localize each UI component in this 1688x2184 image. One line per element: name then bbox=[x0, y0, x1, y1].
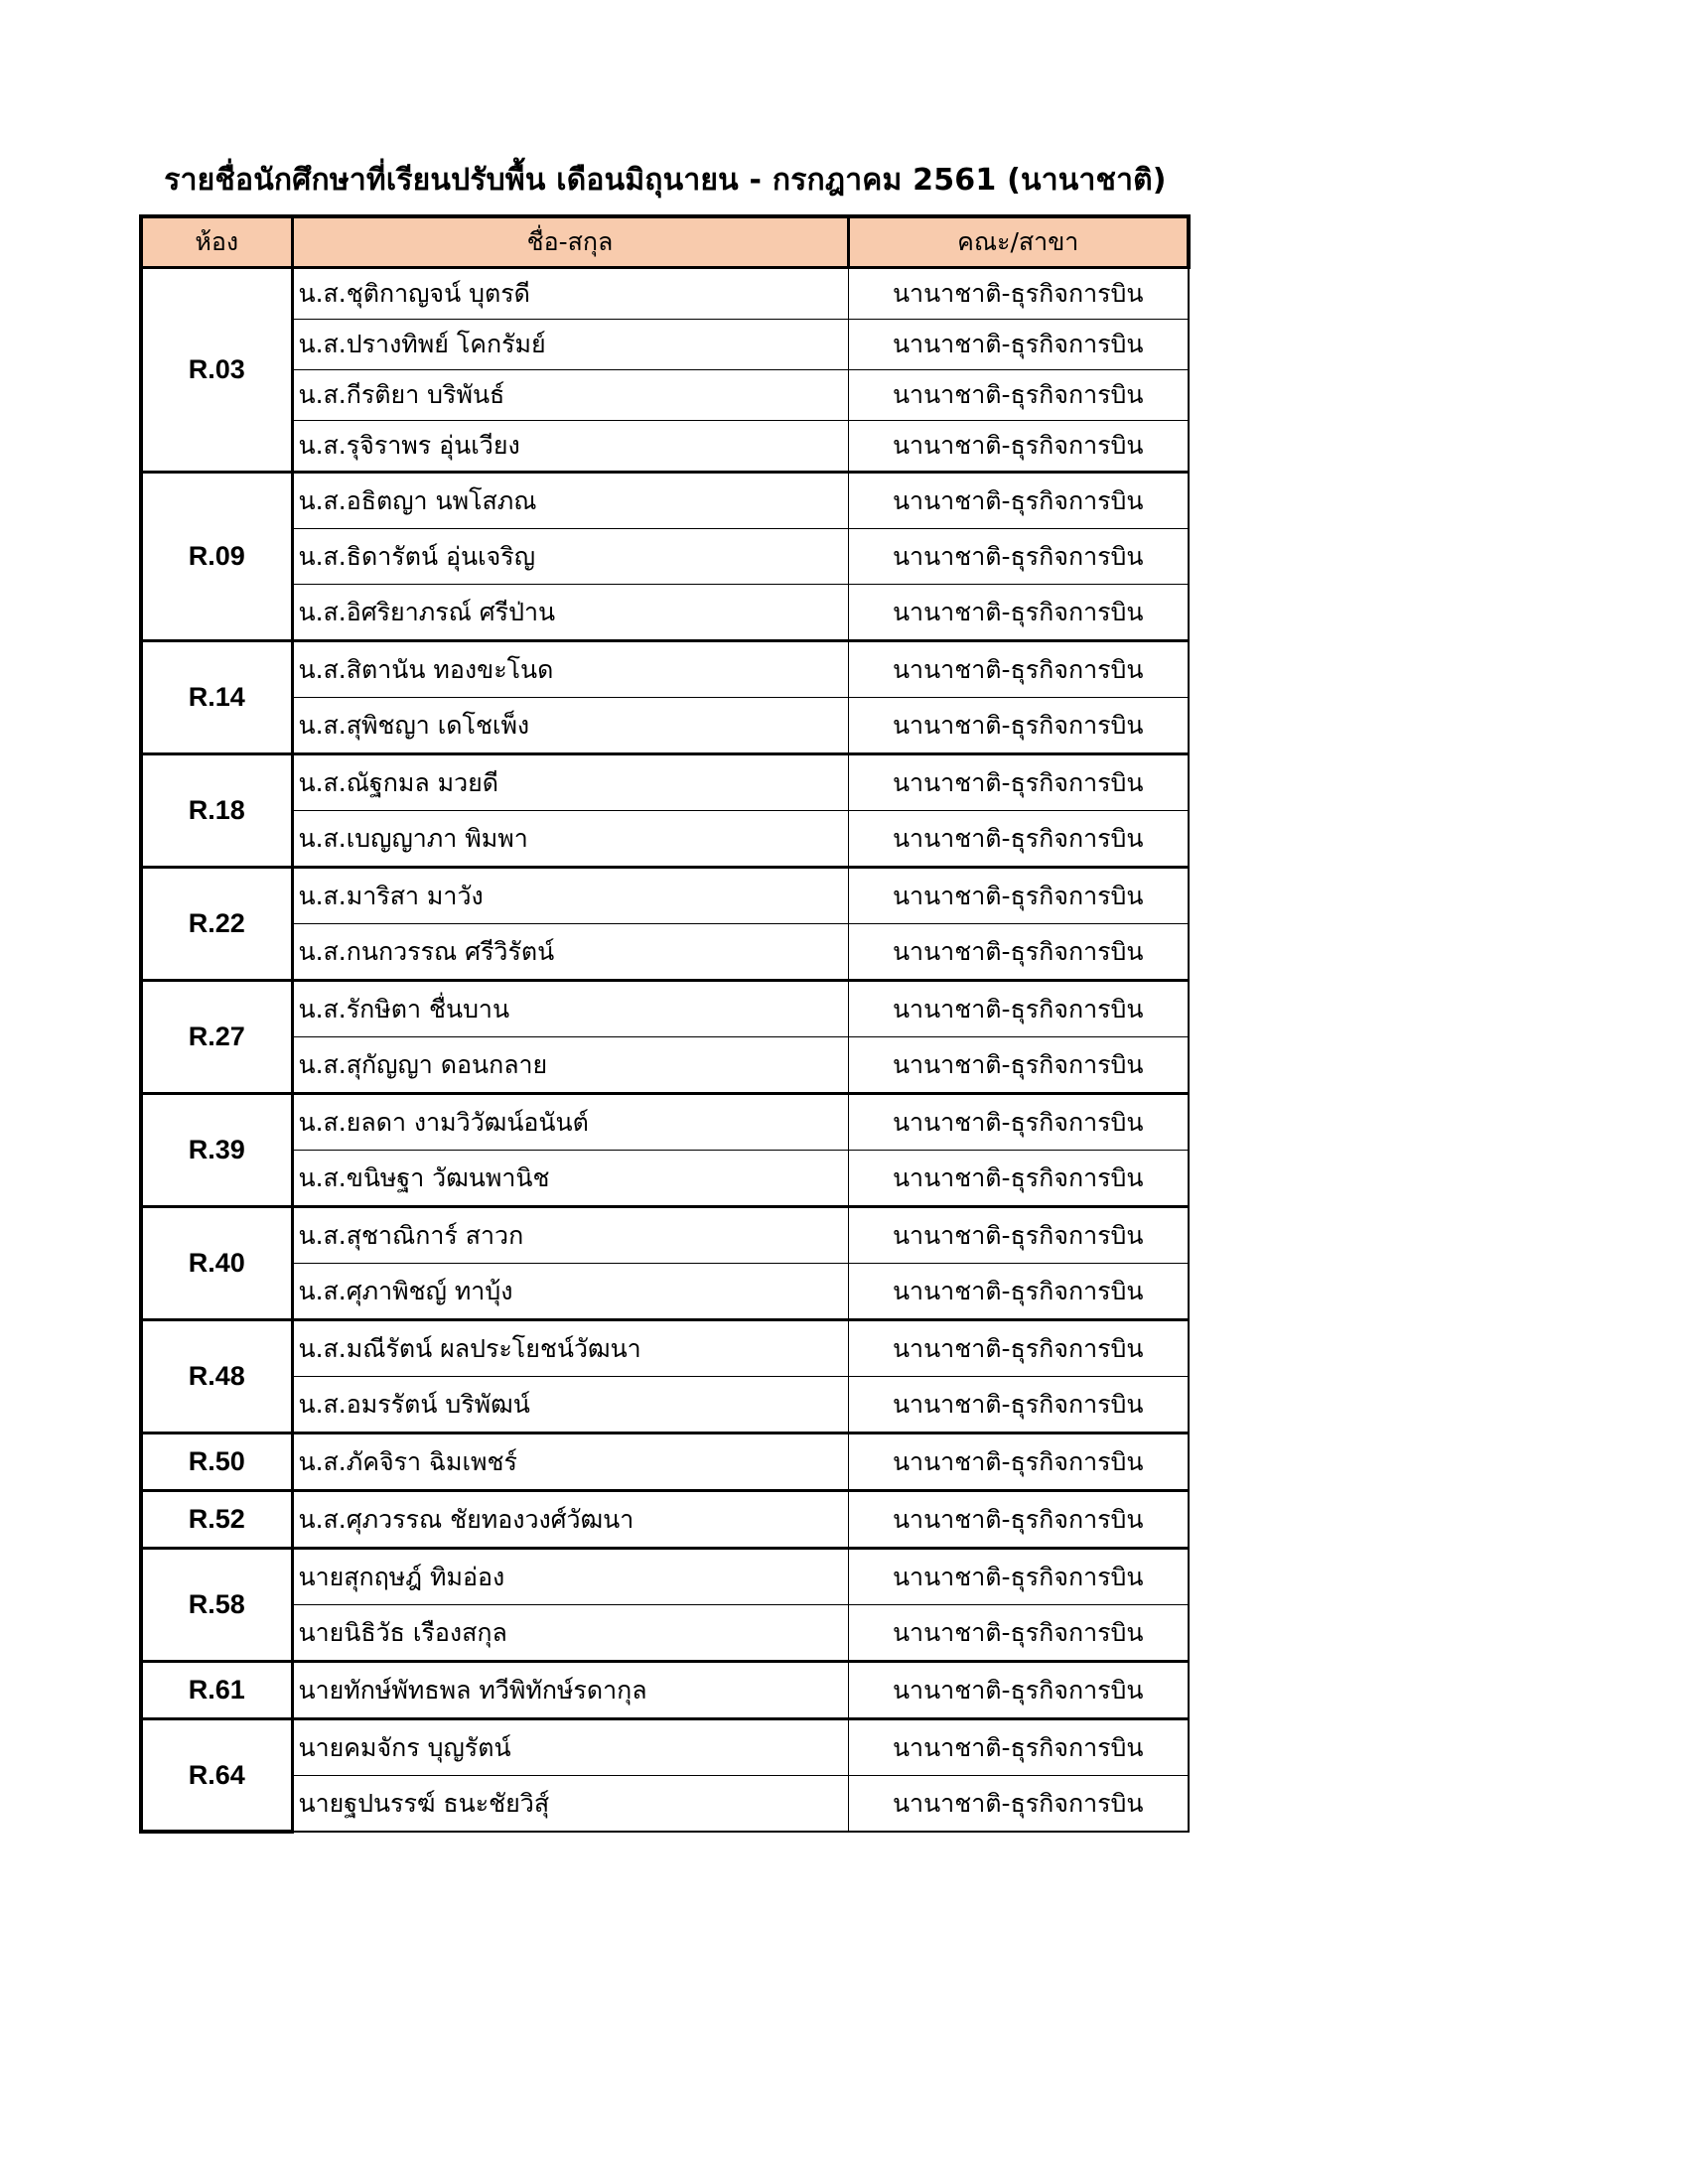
table-row bbox=[141, 473, 1189, 529]
column-header-name: ชื่อ-สกุล bbox=[292, 216, 848, 268]
table-row bbox=[141, 421, 1189, 473]
faculty-cell: นานาชาติ-ธุรกิจการบิน bbox=[848, 1549, 1189, 1605]
faculty-cell: นานาชาติ-ธุรกิจการบิน bbox=[848, 1433, 1189, 1491]
student-name-cell: น.ส.เบญญาภา พิมพา bbox=[292, 811, 848, 868]
table-row bbox=[141, 585, 1189, 641]
student-name-cell: น.ส.อมรรัตน์ บริพัฒน์ bbox=[292, 1377, 848, 1433]
table-row bbox=[141, 1264, 1189, 1320]
student-name-cell: น.ส.ณัฐกมล มวยดี bbox=[292, 754, 848, 811]
document-title: รายชื่อนักศึกษาที่เรียนปรับพื้น เดือนมิถุนายน - กรกฎาคม 2561 (นานาชาติ) bbox=[164, 163, 1167, 198]
faculty-cell: นานาชาติ-ธุรกิจการบิน bbox=[848, 1207, 1189, 1264]
room-cell: R.48 bbox=[141, 1320, 292, 1433]
student-name-cell: น.ส.ยลดา งามวิวัฒน์อนันต์ bbox=[292, 1094, 848, 1151]
faculty-cell: นานาชาติ-ธุรกิจการบิน bbox=[848, 1037, 1189, 1094]
faculty-cell: นานาชาติ-ธุรกิจการบิน bbox=[848, 1662, 1189, 1719]
faculty-cell: นานาชาติ-ธุรกิจการบิน bbox=[848, 585, 1189, 641]
faculty-cell: นานาชาติ-ธุรกิจการบิน bbox=[848, 641, 1189, 698]
student-name-cell: น.ส.รักษิตา ชื่นบาน bbox=[292, 981, 848, 1037]
table-row bbox=[141, 320, 1189, 370]
student-name-cell: น.ส.สุชาณิการ์ สาวก bbox=[292, 1207, 848, 1264]
faculty-cell: นานาชาติ-ธุรกิจการบิน bbox=[848, 868, 1189, 924]
student-name-cell: น.ส.ชุติกาญจน์ บุตรดี bbox=[292, 268, 848, 320]
faculty-cell: นานาชาติ-ธุรกิจการบิน bbox=[848, 1377, 1189, 1433]
student-name-cell: น.ส.ปรางทิพย์ โคกรัมย์ bbox=[292, 320, 848, 370]
faculty-cell: นานาชาติ-ธุรกิจการบิน bbox=[848, 754, 1189, 811]
room-cell: R.03 bbox=[141, 268, 292, 473]
table-row bbox=[141, 1207, 1189, 1264]
room-cell: R.58 bbox=[141, 1549, 292, 1662]
faculty-cell: นานาชาติ-ธุรกิจการบิน bbox=[848, 924, 1189, 981]
student-name-cell: น.ส.สุพิชญา เดโชเพ็ง bbox=[292, 698, 848, 754]
table-row bbox=[141, 811, 1189, 868]
student-name-cell: น.ส.สุกัญญา ดอนกลาย bbox=[292, 1037, 848, 1094]
table-row bbox=[141, 370, 1189, 421]
faculty-cell: นานาชาติ-ธุรกิจการบิน bbox=[848, 1320, 1189, 1377]
faculty-cell: นานาชาติ-ธุรกิจการบิน bbox=[848, 268, 1189, 320]
student-name-cell: น.ส.ศุภาพิชญ์ ทาบุ้ง bbox=[292, 1264, 848, 1320]
faculty-cell: นานาชาติ-ธุรกิจการบิน bbox=[848, 473, 1189, 529]
table-row bbox=[141, 1491, 1189, 1549]
faculty-cell: นานาชาติ-ธุรกิจการบิน bbox=[848, 1094, 1189, 1151]
student-roster-table bbox=[139, 214, 1191, 1834]
room-cell: R.61 bbox=[141, 1662, 292, 1719]
student-name-cell: น.ส.อธิตญา นพโสภณ bbox=[292, 473, 848, 529]
faculty-cell: นานาชาติ-ธุรกิจการบิน bbox=[848, 370, 1189, 421]
table-row bbox=[141, 1776, 1189, 1833]
room-cell: R.50 bbox=[141, 1433, 292, 1491]
student-name-cell: น.ส.อิศริยาภรณ์ ศรีป่าน bbox=[292, 585, 848, 641]
table-row bbox=[141, 698, 1189, 754]
student-name-cell: นายฐปนรรฆ์ ธนะชัยวิสุ์ bbox=[292, 1776, 848, 1833]
table-row bbox=[141, 754, 1189, 811]
room-cell: R.27 bbox=[141, 981, 292, 1094]
table-row bbox=[141, 1151, 1189, 1207]
table-row bbox=[141, 1719, 1189, 1776]
table-row bbox=[141, 529, 1189, 585]
table-row bbox=[141, 1094, 1189, 1151]
faculty-cell: นานาชาติ-ธุรกิจการบิน bbox=[848, 981, 1189, 1037]
table-row bbox=[141, 1662, 1189, 1719]
table-row bbox=[141, 641, 1189, 698]
student-name-cell: น.ส.กนกวรรณ ศรีวิรัตน์ bbox=[292, 924, 848, 981]
student-name-cell: น.ส.มาริสา มาวัง bbox=[292, 868, 848, 924]
room-cell: R.40 bbox=[141, 1207, 292, 1320]
table-row bbox=[141, 1320, 1189, 1377]
column-header-faculty: คณะ/สาขา bbox=[848, 216, 1189, 268]
faculty-cell: นานาชาติ-ธุรกิจการบิน bbox=[848, 1605, 1189, 1662]
student-name-cell: น.ส.ขนิษฐา วัฒนพานิช bbox=[292, 1151, 848, 1207]
faculty-cell: นานาชาติ-ธุรกิจการบิน bbox=[848, 1719, 1189, 1776]
faculty-cell: นานาชาติ-ธุรกิจการบิน bbox=[848, 811, 1189, 868]
column-header-room: ห้อง bbox=[141, 216, 292, 268]
table-row bbox=[141, 868, 1189, 924]
faculty-cell: นานาชาติ-ธุรกิจการบิน bbox=[848, 1491, 1189, 1549]
student-name-cell: นายนิธิวัธ เรืองสกุล bbox=[292, 1605, 848, 1662]
faculty-cell: นานาชาติ-ธุรกิจการบิน bbox=[848, 529, 1189, 585]
faculty-cell: นานาชาติ-ธุรกิจการบิน bbox=[848, 421, 1189, 473]
table-row bbox=[141, 1433, 1189, 1491]
table-header-row bbox=[141, 216, 1189, 268]
student-name-cell: น.ส.สิตานัน ทองขะโนด bbox=[292, 641, 848, 698]
student-name-cell: นายทักษ์พัทธพล ทวีพิทักษ์รดากุล bbox=[292, 1662, 848, 1719]
room-cell: R.39 bbox=[141, 1094, 292, 1207]
table-row bbox=[141, 1377, 1189, 1433]
student-name-cell: น.ส.ธิดารัตน์ อุ่นเจริญ bbox=[292, 529, 848, 585]
room-cell: R.09 bbox=[141, 473, 292, 641]
table-row bbox=[141, 1549, 1189, 1605]
student-name-cell: น.ส.มณีรัตน์ ผลประโยชน์วัฒนา bbox=[292, 1320, 848, 1377]
student-name-cell: น.ส.รุจิราพร อุ่นเวียง bbox=[292, 421, 848, 473]
student-name-cell: น.ส.ภัคจิรา ฉิมเพชร์ bbox=[292, 1433, 848, 1491]
student-name-cell: นายคมจักร บุญรัตน์ bbox=[292, 1719, 848, 1776]
table-body bbox=[141, 268, 1189, 1833]
faculty-cell: นานาชาติ-ธุรกิจการบิน bbox=[848, 320, 1189, 370]
student-name-cell: นายสุกฤษฎ์ ทิมอ่อง bbox=[292, 1549, 848, 1605]
room-cell: R.14 bbox=[141, 641, 292, 754]
student-name-cell: น.ส.ศุภวรรณ ชัยทองวงศ์วัฒนา bbox=[292, 1491, 848, 1549]
room-cell: R.18 bbox=[141, 754, 292, 868]
faculty-cell: นานาชาติ-ธุรกิจการบิน bbox=[848, 1151, 1189, 1207]
table-row bbox=[141, 924, 1189, 981]
faculty-cell: นานาชาติ-ธุรกิจการบิน bbox=[848, 698, 1189, 754]
table-row bbox=[141, 1605, 1189, 1662]
room-cell: R.52 bbox=[141, 1491, 292, 1549]
faculty-cell: นานาชาติ-ธุรกิจการบิน bbox=[848, 1776, 1189, 1833]
table-row bbox=[141, 981, 1189, 1037]
room-cell: R.64 bbox=[141, 1719, 292, 1833]
table-row bbox=[141, 268, 1189, 320]
table-row bbox=[141, 1037, 1189, 1094]
faculty-cell: นานาชาติ-ธุรกิจการบิน bbox=[848, 1264, 1189, 1320]
room-cell: R.22 bbox=[141, 868, 292, 981]
student-name-cell: น.ส.กีรติยา บริพันธ์ bbox=[292, 370, 848, 421]
